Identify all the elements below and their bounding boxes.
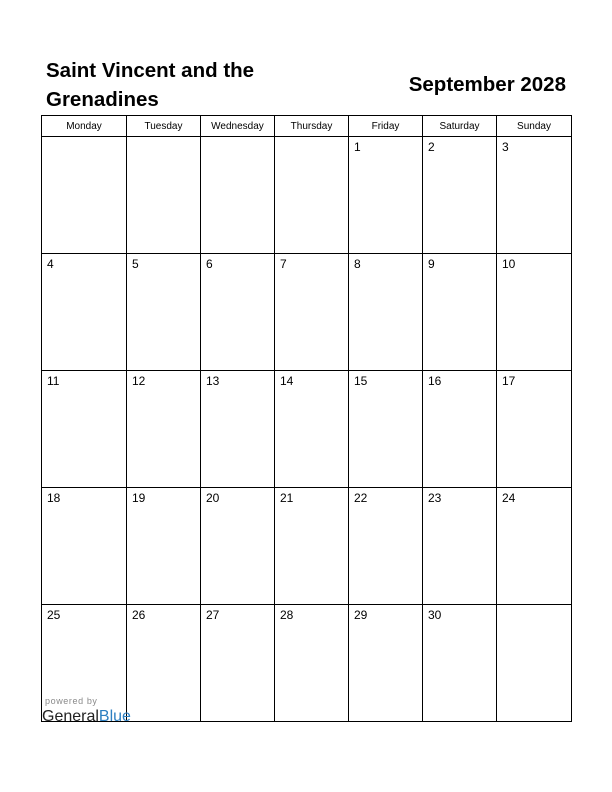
- day-cell: 18: [42, 488, 127, 605]
- day-cell: 2: [423, 137, 497, 254]
- day-cell: 23: [423, 488, 497, 605]
- month-year-title: September 2028: [408, 73, 566, 96]
- day-cell: 7: [275, 254, 349, 371]
- brand-logo: [42, 707, 131, 727]
- weekday-friday: Friday: [349, 116, 423, 137]
- day-cell: 15: [349, 371, 423, 488]
- day-cell: 21: [275, 488, 349, 605]
- day-cell: 24: [497, 488, 572, 605]
- day-cell: 12: [127, 371, 201, 488]
- week-row: [42, 254, 572, 371]
- weekday-thursday: Thursday: [275, 116, 349, 137]
- weekday-saturday: Saturday: [423, 116, 497, 137]
- day-cell: [201, 137, 275, 254]
- day-cell: 25: [42, 605, 127, 722]
- day-cell: 4: [42, 254, 127, 371]
- day-cell: 11: [42, 371, 127, 488]
- day-cell: 14: [275, 371, 349, 488]
- day-cell: [127, 137, 201, 254]
- day-cell: [275, 137, 349, 254]
- day-cell: 17: [497, 371, 572, 488]
- weekday-wednesday: Wednesday: [201, 116, 275, 137]
- day-cell: 13: [201, 371, 275, 488]
- day-cell: 8: [349, 254, 423, 371]
- weekday-header-row: [42, 116, 572, 137]
- day-cell: 10: [497, 254, 572, 371]
- day-cell: 22: [349, 488, 423, 605]
- weekday-sunday: Sunday: [497, 116, 572, 137]
- day-cell: 28: [275, 605, 349, 722]
- day-cell: 9: [423, 254, 497, 371]
- weekday-monday: Monday: [42, 116, 127, 137]
- brand-blue-text: Blue: [98, 708, 131, 725]
- country-title: Saint Vincent and the Grenadines: [46, 59, 255, 111]
- footer-branding: [42, 696, 131, 727]
- day-cell: 26: [127, 605, 201, 722]
- calendar-grid: [41, 115, 572, 722]
- day-cell: 29: [349, 605, 423, 722]
- day-cell: 16: [423, 371, 497, 488]
- weekday-tuesday: Tuesday: [127, 116, 201, 137]
- week-row: [42, 488, 572, 605]
- day-cell: 20: [201, 488, 275, 605]
- day-cell: 19: [127, 488, 201, 605]
- day-cell: [497, 605, 572, 722]
- brand-general-text: General: [42, 708, 99, 725]
- day-cell: 3: [497, 137, 572, 254]
- day-cell: 5: [127, 254, 201, 371]
- day-cell: [42, 137, 127, 254]
- week-row: [42, 137, 572, 254]
- day-cell: 6: [201, 254, 275, 371]
- week-row: [42, 371, 572, 488]
- day-cell: 1: [349, 137, 423, 254]
- day-cell: 27: [201, 605, 275, 722]
- powered-by-label: powered by: [45, 696, 98, 706]
- day-cell: 30: [423, 605, 497, 722]
